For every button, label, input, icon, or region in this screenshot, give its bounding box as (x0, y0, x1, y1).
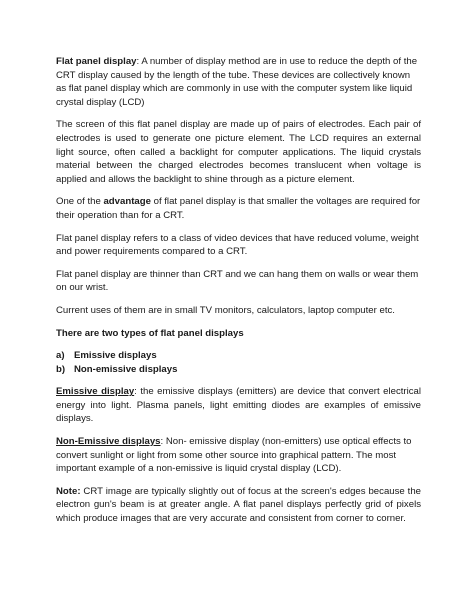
types-list (56, 349, 421, 376)
note-text: CRT image are typically slightly out of focus at the screen's edges because the electron gun's beam is at greater angle. A flat panel displays perfectly grid of pixels which produce images that are very accurate and consistent from corner to corner. (56, 485, 421, 525)
list-item-label: Non-emissive displays (74, 363, 178, 375)
advantage-paragraph (56, 195, 421, 222)
types-heading: There are two types of flat panel displays (56, 327, 244, 339)
list-marker: b) (56, 363, 66, 375)
advantage-after: of flat panel display is that smaller the voltages are required for their operation than for a CRT. (56, 196, 421, 221)
advantage-before: One of the (56, 196, 104, 208)
non-emissive-term: Non-Emissive displays (56, 436, 161, 448)
thinner-paragraph: Flat panel display are thinner than CRT and we can hang them on walls or wear them on our wrist. (56, 268, 419, 294)
intro-paragraph (56, 55, 421, 109)
note-paragraph (56, 485, 421, 526)
list-marker: a) (56, 350, 65, 362)
intro-term: Flat panel display (56, 56, 137, 67)
non-emissive-paragraph (56, 435, 421, 476)
list-item-label: Emissive displays (74, 350, 157, 362)
document-body (56, 55, 421, 535)
note-term: Note: (56, 485, 81, 497)
screen-paragraph: The screen of this flat panel display are made up of pairs of electrodes. Each pair of electrodes is used to generate one picture element. The LCD requires an external light source, often called a backlight for computer applications. The liquid crystals material between the charged electrodes becomes translucent when voltage is applied and allows the backlight to shine through as a picture element. (56, 119, 421, 185)
list-item (56, 349, 421, 363)
advantage-emphasis: advantage (103, 196, 151, 208)
emissive-paragraph (56, 385, 421, 426)
emissive-term: Emissive display (56, 386, 135, 398)
uses-paragraph: Current uses of them are in small TV monitors, calculators, laptop computer etc. (56, 304, 395, 316)
class-paragraph: Flat panel display refers to a class of video devices that have reduced volume, weight and power requirements compared to a CRT. (56, 232, 419, 258)
intro-text: : A number of display method are in use to reduce the depth of the CRT display caused by the length of the tube. These devices are collectively known as flat panel display which are commonly in use with the computer system like liquid crystal display (LCD) (56, 56, 418, 108)
list-item (56, 363, 421, 377)
non-emissive-text: : Non- emissive display (non-emitters) use optical effects to convert sunlight or light from some other source into graphical pattern. The most important example of a non-emissive is liquid crystal display (LCD). (56, 436, 412, 475)
emissive-text: : the emissive displays (emitters) are device that convert electrical energy into light. Plasma panels, light emitting diodes are examples of emissive displays. (56, 386, 421, 425)
